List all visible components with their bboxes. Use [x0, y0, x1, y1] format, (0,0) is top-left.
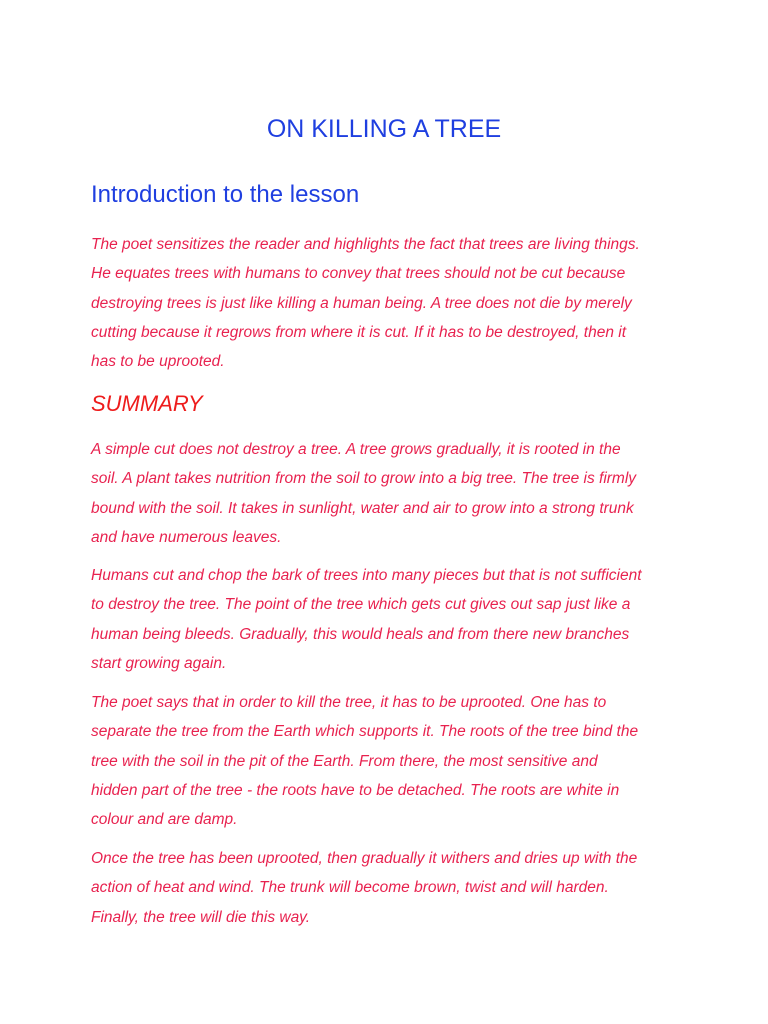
- text-line: He equates trees with humans to convey that trees should not be cut because: [91, 265, 626, 283]
- text-line: A simple cut does not destroy a tree. A tree grows gradually, it is rooted in the: [91, 441, 621, 458]
- text-line: destroying trees is just like killing a human being. A tree does not die by merely: [91, 294, 632, 312]
- text-line: cutting because it regrows from where it is cut. If it has to be destroyed, then it: [91, 323, 627, 341]
- text-line: action of heat and wind. The trunk will become brown, twist and will harden.: [91, 879, 609, 897]
- text-line: tree with the soil in the pit of the Earth. From there, the most sensitive and: [91, 752, 598, 770]
- text-line: Humans cut and chop the bark of trees into many pieces but that is not sufficient: [91, 567, 642, 584]
- text-line: Finally, the tree will die this way.: [91, 908, 311, 926]
- page-title: ON KILLING A TREE: [266, 115, 502, 143]
- text-line: colour and are damp.: [91, 811, 238, 829]
- text-line: bound with the soil. It takes in sunlight, water and air to grow into a strong trunk: [91, 499, 634, 517]
- text-line: The poet sensitizes the reader and highlights the fact that trees are living things.: [91, 236, 640, 253]
- text-line: and have numerous leaves.: [91, 528, 282, 546]
- summary-paragraph-4: [91, 844, 681, 932]
- text-line: human being bleeds. Gradually, this would heals and from there new branches: [91, 625, 630, 643]
- text-line: has to be uprooted.: [91, 353, 225, 371]
- text-line: separate the tree from the Earth which supports it. The roots of the tree bind the: [91, 723, 639, 741]
- text-line: start growing again.: [91, 654, 227, 672]
- summary-paragraph-1: [91, 435, 681, 552]
- text-line: soil. A plant takes nutrition from the soil to grow into a big tree. The tree is firmly: [91, 470, 637, 488]
- introduction-paragraph: [91, 230, 681, 376]
- summary-paragraph-2: [91, 561, 681, 678]
- text-line: The poet says that in order to kill the tree, it has to be uprooted. One has to: [91, 694, 607, 711]
- text-line: to destroy the tree. The point of the tree which gets cut gives out sap just like a: [91, 596, 631, 614]
- summary-paragraph-3: [91, 688, 681, 834]
- text-line: hidden part of the tree - the roots have to be detached. The roots are white in: [91, 781, 620, 799]
- introduction-heading: Introduction to the lesson: [91, 181, 360, 208]
- summary-heading: SUMMARY: [91, 391, 203, 416]
- text-line: Once the tree has been uprooted, then gradually it withers and dries up with the: [91, 850, 638, 867]
